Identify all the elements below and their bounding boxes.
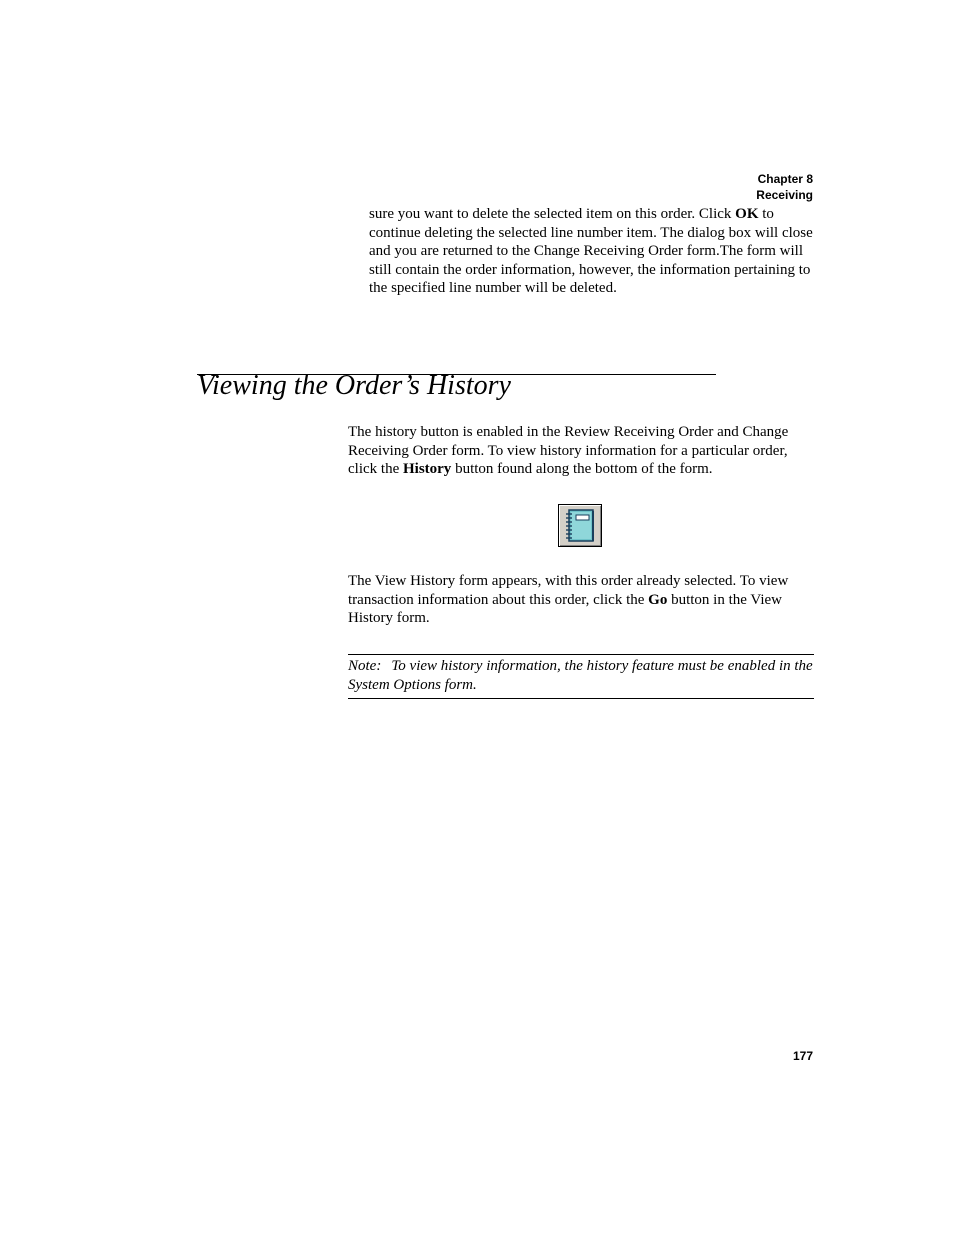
history-button[interactable] — [558, 504, 602, 547]
go-term: Go — [648, 591, 668, 608]
para1-text-1: sure you want to delete the selected item on this order. Click — [369, 206, 736, 222]
chapter-label: Chapter 8 — [757, 172, 813, 186]
para2-text-2: button found along the bottom of the form. — [451, 461, 713, 478]
page-number: 177 — [792, 1049, 813, 1063]
ok-term: OK — [735, 206, 759, 222]
para3-text-2: button in the View History form. — [348, 591, 782, 627]
note-label: Note: — [348, 658, 382, 674]
view-history-paragraph — [348, 572, 814, 628]
history-intro-paragraph — [348, 423, 814, 479]
section-label: Receiving — [756, 188, 813, 202]
notebook-icon — [562, 508, 598, 543]
para2-text-1: The history button is enabled in the Review Receiving Order and Change Receiving Order form. To view history information for a particular order, click the — [348, 424, 789, 478]
note-text: To view history information, the history feature must be enabled in the System Options form. — [348, 658, 813, 693]
section-title: Viewing the Order’s History — [197, 370, 511, 401]
continued-paragraph — [369, 205, 814, 298]
para1-text-2: to continue deleting the selected line number item. The dialog box will close and you are returned to the Change Receiving Order form.The form will still contain the order information, however, the information pertaining to the specified line number will be deleted. — [369, 206, 813, 297]
note-box — [348, 654, 814, 699]
history-term: History — [402, 461, 452, 478]
running-header — [756, 171, 813, 203]
para3-text-1: The View History form appears, with this order already selected. To view transaction information about this order, click the — [348, 573, 789, 608]
